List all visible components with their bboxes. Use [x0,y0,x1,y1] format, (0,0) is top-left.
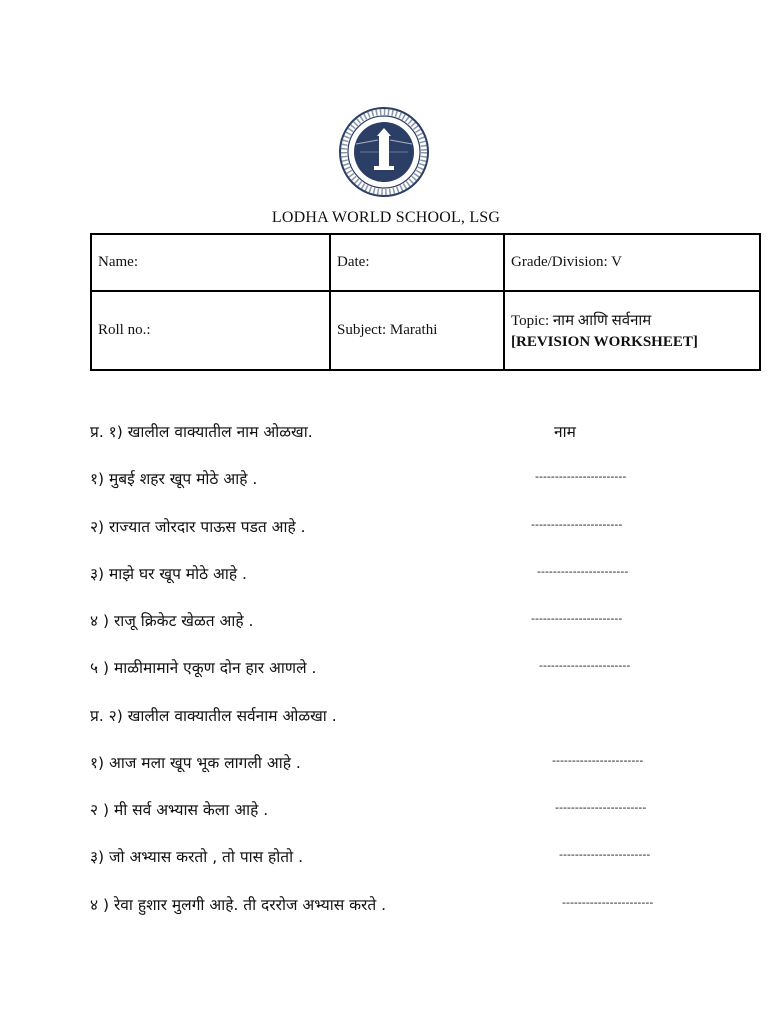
answer-blank: ----------------------- [552,754,644,767]
section2-item-3: ३) जो अभ्यास करतो , तो पास होतो . [90,848,303,866]
topic-label: Topic: नाम आणि सर्वनाम [511,313,652,329]
section2-item-4: ४ ) रेवा हुशार मुलगी आहे. ती दररोज अभ्यास करते . [90,896,387,914]
subject-cell: Subject: Marathi [330,291,504,370]
school-name: LODHA WORLD SCHOOL, LSG [271,209,501,226]
answer-blank: ----------------------- [559,848,651,861]
student-info-table [90,233,761,371]
answer-blank: ----------------------- [531,612,623,625]
section2-item-2: २ ) मी सर्व अभ्यास केला आहे . [90,801,269,819]
section1-item-2: २) राज्यात जोरदार पाऊस पडत आहे . [90,518,306,536]
answer-blank: ----------------------- [531,518,623,531]
section1-item-1: १) मुबई शहर खूप मोठे आहे . [90,470,258,488]
noun-column-label: नाम [554,423,576,441]
section2-item-1: १) आज मला खूप भूक लागली आहे . [90,754,301,772]
section1-heading: प्र. १) खालील वाक्यातील नाम ओळखा. [90,423,313,441]
topic-tag: [REVISION WORKSHEET] [511,334,698,350]
section1-item-3: ३) माझे घर खूप मोठे आहे . [90,565,247,583]
answer-blank: ----------------------- [539,659,631,672]
name-cell: Name: [91,234,330,291]
school-logo [338,106,430,198]
answer-blank: ----------------------- [562,896,654,909]
section1-item-4: ४ ) राजू क्रिकेट खेळत आहे . [90,612,254,630]
answer-blank: ----------------------- [537,565,629,578]
grade-cell: Grade/Division: V [504,234,760,291]
topic-cell [504,291,760,370]
answer-blank: ----------------------- [555,801,647,814]
section1-item-5: ५ ) माळीमामाने एकूण दोन हार आणले . [90,659,317,677]
answer-blank: ----------------------- [535,470,627,483]
date-cell: Date: [330,234,504,291]
roll-cell: Roll no.: [91,291,330,370]
section2-heading: प्र. २) खालील वाक्यातील सर्वनाम ओळखा . [90,707,337,725]
